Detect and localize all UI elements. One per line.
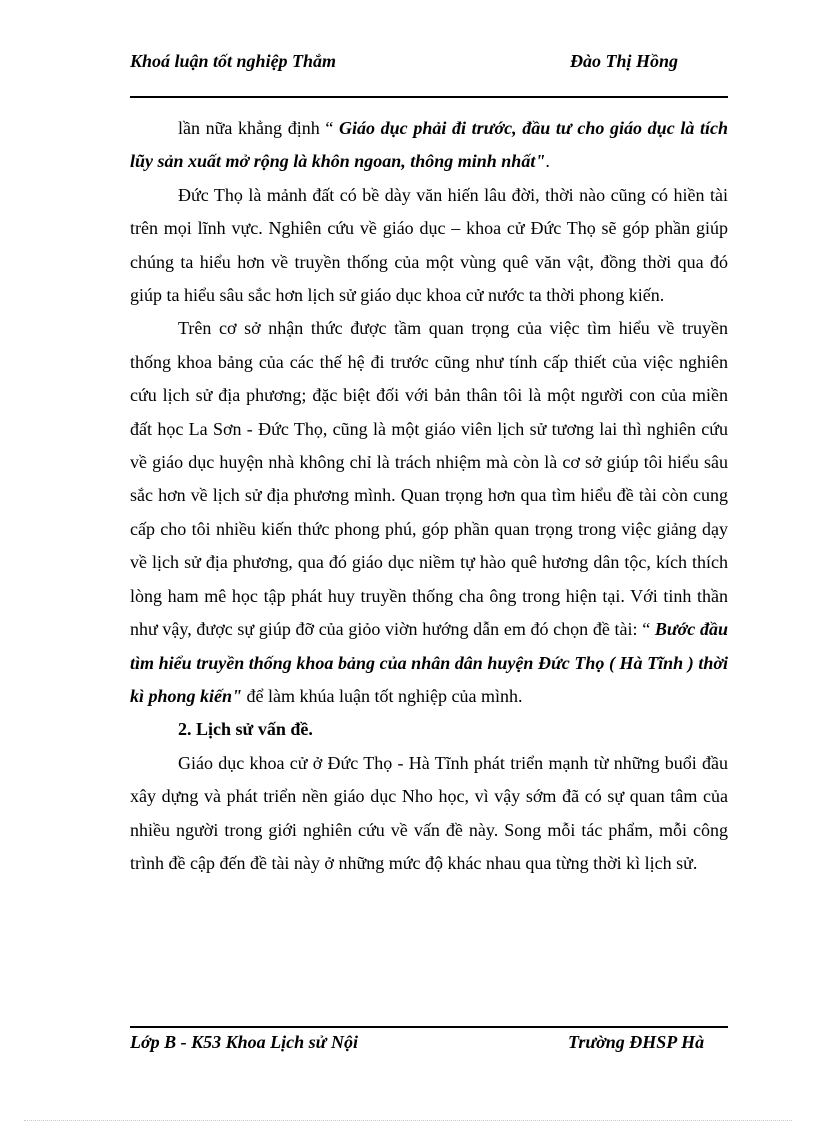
document-body bbox=[130, 112, 728, 880]
header-rule bbox=[130, 96, 728, 98]
footer-school-label: Trường ĐHSP Hà bbox=[568, 1032, 705, 1052]
page-header bbox=[130, 50, 728, 96]
paragraph-quote-lead: lần nữa khẳng định “ bbox=[178, 118, 340, 138]
footer-class-label: Lớp B - K53 Khoa Lịch sử Nội bbox=[130, 1032, 358, 1052]
thesis-title-emphasis: Bước đầu tìm hiểu truyền thống khoa bảng của nhân dân huyện Đức Thọ ( Hà Tĩnh ) thời kì phong kiến" bbox=[130, 619, 728, 706]
paragraph-duc-tho: Đức Thọ là mảnh đất có bề dày văn hiến lâu đời, thời nào cũng có hiền tài trên mọi lĩnh vực. Nghiên cứu về giáo dục – khoa cử Đức Thọ sẽ góp phần giúp chúng ta hiểu hơn về truyền thống của một vùng quê văn vật, đồng thời qua đó giúp ta hiểu sâu sắc hơn lịch sử giáo dục khoa cử nước ta thời phong kiến. bbox=[130, 184, 728, 306]
header-thesis-label: Khoá luận tốt nghiệp Thắm bbox=[130, 51, 337, 71]
paragraph-quote-tail: . bbox=[545, 151, 550, 172]
page-footer bbox=[130, 1031, 728, 1077]
footer-rule bbox=[130, 1026, 728, 1028]
paragraph-motivation-tail: để làm khúa luận tốt nghiệp của mình. bbox=[242, 685, 523, 706]
section-heading: 2. Lịch sử vấn đề. bbox=[178, 719, 313, 740]
quote-emphasis: Giáo dục phải đi trước, đầu tư cho giáo dục là tích lũy sản xuất mở rộng là khôn ngoan, thông minh nhất" bbox=[130, 118, 728, 172]
paragraph-motivation bbox=[130, 312, 728, 713]
header-author-name: Đào Thị Hồng bbox=[570, 51, 679, 71]
paragraph-quote bbox=[130, 112, 728, 179]
page-bottom-dotted-line bbox=[24, 1120, 792, 1121]
paragraph-motivation-text: Trên cơ sở nhận thức được tầm quan trọng của việc tìm hiểu về truyền thống khoa bảng của các thế hệ đi trước cũng như tính cấp thiết của việc nghiên cứu lịch sử địa phương; đặc biệt đối với bản thân tôi là một người con của miền đất học La Sơn - Đức Thọ, cũng là một giáo viên lịch sử tương lai thì nghiên cứu về giáo dục huyện nhà không chỉ là trách nhiệm mà còn là cơ sở giúp tôi hiểu sâu sắc hơn về lịch sử địa phương mình. Quan trọng hơn qua tìm hiểu đề tài còn cung cấp cho tôi nhiều kiến thức phong phú, góp phần quan trọng trong việc giảng dạy về lịch sử địa phương, qua đó giáo dục niềm tự hào quê hương dân tộc, kích thích lòng ham mê học tập phát huy truyền thống cha ông trong hiện tại. Với tinh thần như vậy, được sự giúp đỡ của giỏo viờn hướng dẫn em đó chọn đề tài: “ bbox=[130, 318, 728, 640]
paragraph-history: Giáo dục khoa cử ở Đức Thọ - Hà Tĩnh phát triển mạnh từ những buổi đầu xây dựng và phát triển nền giáo dục Nho học, vì vậy sớm đã có sự quan tâm của nhiều người trong giới nghiên cứu về vấn đề này. Song mỗi tác phẩm, mỗi công trình đề cập đến đề tài này ở những mức độ khác nhau qua từng thời kì lịch sử. bbox=[130, 752, 728, 873]
